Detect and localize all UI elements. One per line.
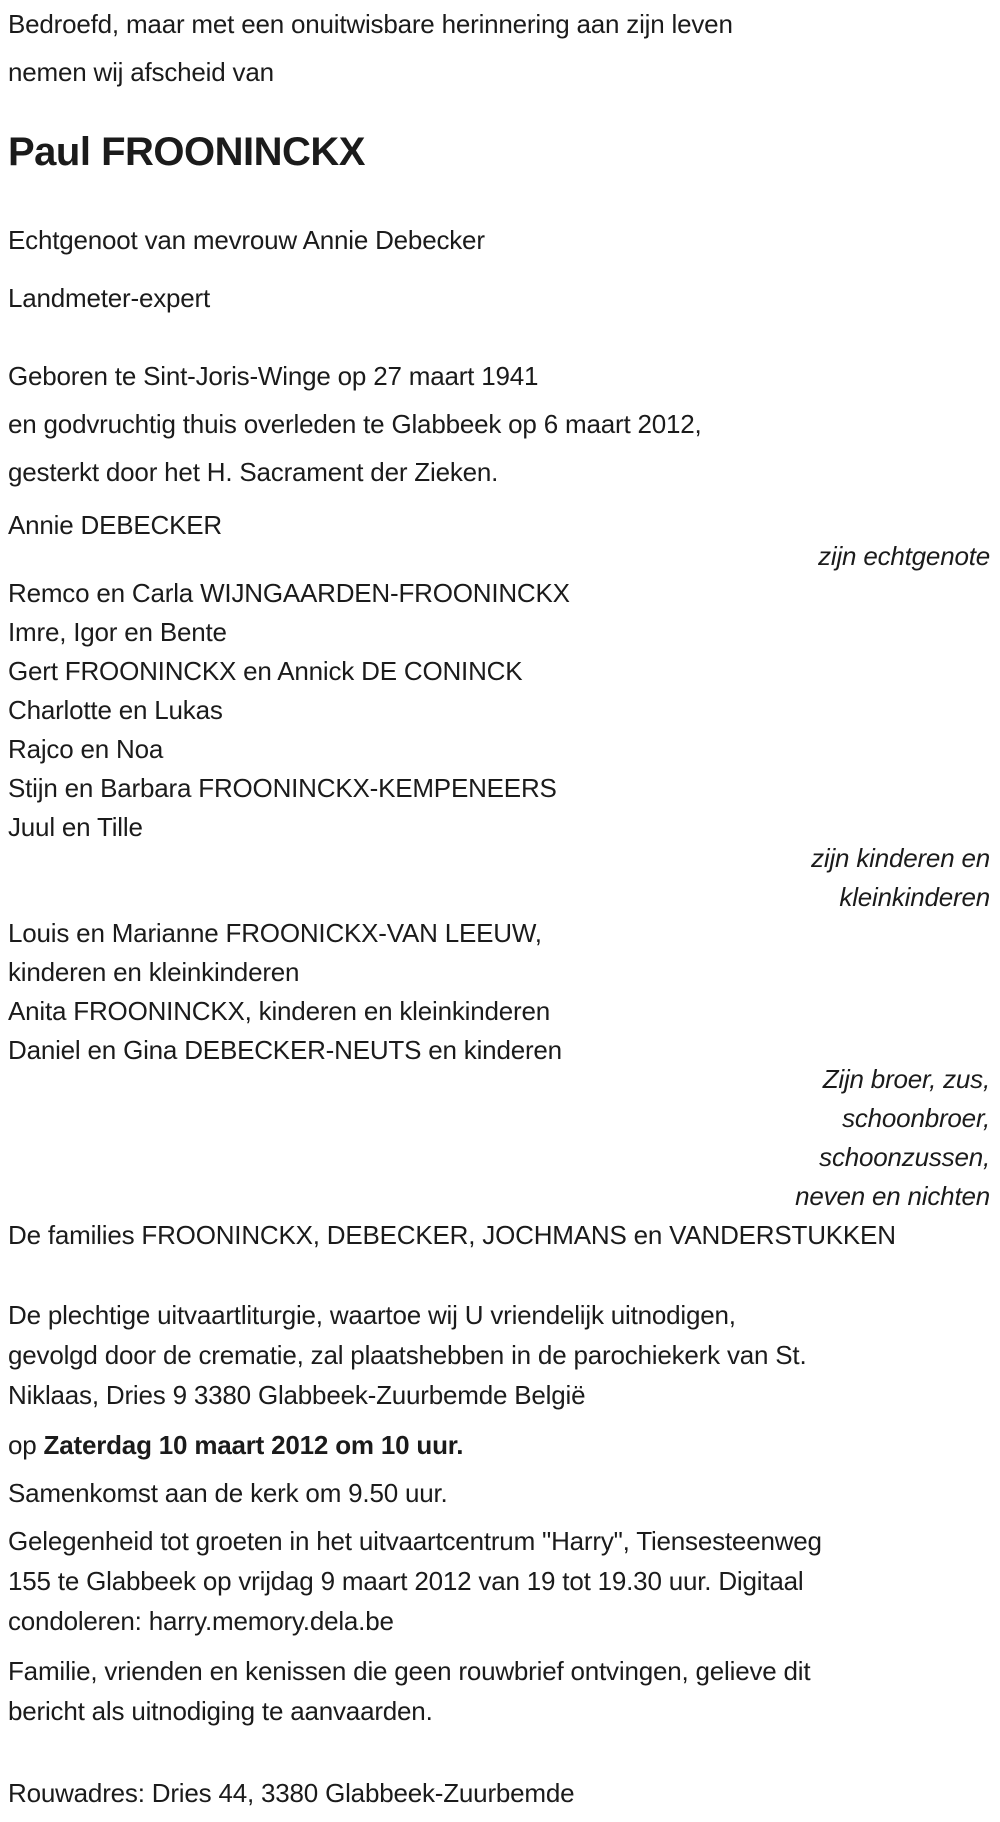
families-line: De families FROONINCKX, DEBECKER, JOCHMANS en VANDERSTUKKEN [8,1220,896,1250]
birth-line: Geboren te Sint-Joris-Winge op 27 maart 1941 [8,361,539,391]
children-relation-line: zijn kinderen en [811,843,990,873]
service-date-prefix: op [8,1430,44,1460]
gathering-line: Samenkomst aan de kerk om 9.50 uur. [8,1478,448,1508]
extended-family-line: kinderen en kleinkinderen [8,957,300,987]
death-line: en godvruchtig thuis overleden te Glabbeek op 6 maart 2012, [8,409,702,439]
invitation-line: Familie, vrienden en kenissen die geen rouwbrief ontvingen, gelieve dit [8,1656,811,1686]
child-line: Imre, Igor en Bente [8,617,227,647]
child-line: Gert FROONINCKX en Annick DE CONINCK [8,656,523,686]
condolence-line: condoleren: harry.memory.dela.be [8,1606,394,1636]
intro-line: Bedroefd, maar met een onuitwisbare herinnering aan zijn leven [8,9,733,39]
child-line: Stijn en Barbara FROONINCKX-KEMPENEERS [8,773,557,803]
service-line: gevolgd door de crematie, zal plaatshebben in de parochiekerk van St. [8,1340,807,1370]
extended-family-relation-line: neven en nichten [795,1181,990,1211]
life-dates-paragraph [8,352,990,496]
extended-family-relation-line: schoonzussen, [819,1142,990,1172]
sacrament-line: gesterkt door het H. Sacrament der Zieken. [8,457,499,487]
condolence-line: 155 te Glabbeek op vrijdag 9 maart 2012 van 19 tot 19.30 uur. Digitaal [8,1566,804,1596]
child-line: Rajco en Noa [8,734,164,764]
service-date-bold: Zaterdag 10 maart 2012 om 10 uur. [43,1430,464,1460]
service-paragraph [8,1295,990,1415]
extended-family-list [8,914,990,1070]
children-relation [8,839,990,917]
extended-family-relation-line: schoonbroer, [842,1103,990,1133]
spouse-relation-line: zijn echtgenote [818,541,990,571]
invitation-paragraph [8,1651,990,1731]
mourning-address-line: Rouwadres: Dries 44, 3380 Glabbeek-Zuurbemde [8,1778,575,1808]
intro-paragraph [8,0,990,96]
extended-family-line: Louis en Marianne FROONICKX-VAN LEEUW, [8,918,542,948]
spouse-name-line: Annie DEBECKER [8,510,222,540]
extended-family-relation [8,1060,990,1216]
deceased-name-heading: Paul FROONINCKX [8,130,365,174]
invitation-line: bericht als uitnodiging te aanvaarden. [8,1696,433,1726]
service-date-line [8,1425,990,1465]
condolence-line: Gelegenheid tot groeten in het uitvaartcentrum "Harry", Tiensesteenweg [8,1526,822,1556]
service-line: De plechtige uitvaartliturgie, waartoe wij U vriendelijk uitnodigen, [8,1300,736,1330]
extended-family-line: Daniel en Gina DEBECKER-NEUTS en kinderen [8,1035,562,1065]
extended-family-relation-line: Zijn broer, zus, [822,1064,990,1094]
children-list [8,574,990,847]
service-line: Niklaas, Dries 9 3380 Glabbeek-Zuurbemde België [8,1380,586,1410]
spouse-line: Echtgenoot van mevrouw Annie Debecker [8,225,485,255]
profession-line: Landmeter-expert [8,283,211,313]
children-relation-line: kleinkinderen [839,882,990,912]
intro-line: nemen wij afscheid van [8,57,274,87]
child-line: Juul en Tille [8,812,143,842]
extended-family-line: Anita FROONINCKX, kinderen en kleinkinderen [8,996,550,1026]
child-line: Charlotte en Lukas [8,695,223,725]
child-line: Remco en Carla WIJNGAARDEN-FROONINCKX [8,578,570,608]
condolence-paragraph [8,1521,990,1641]
